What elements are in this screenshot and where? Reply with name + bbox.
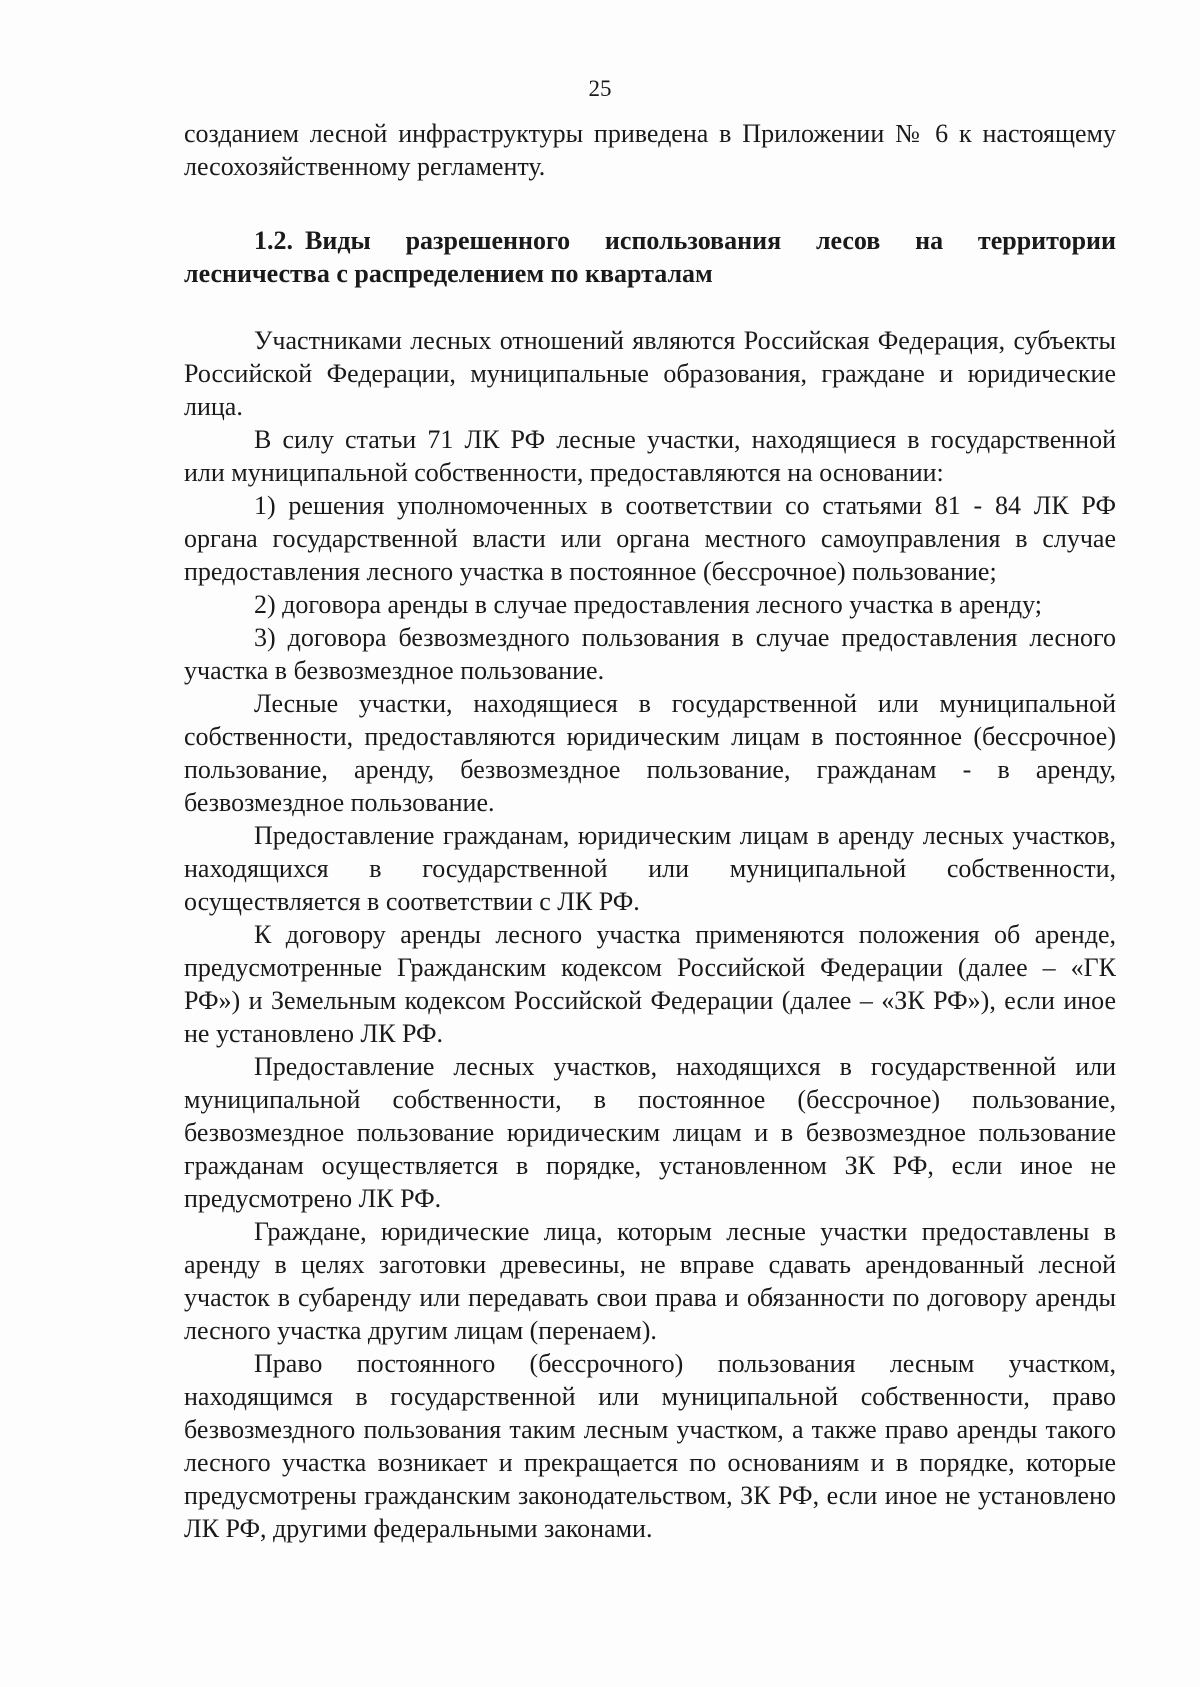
paragraph: В силу статьи 71 ЛК РФ лесные участки, находящиеся в государственной или муниципальной собственности, предоставляются на основании: xyxy=(184,425,1116,487)
page-content xyxy=(184,117,1116,1545)
section-title: Виды разрешенного использования лесов на территории лесничества с распределением по кварталам xyxy=(184,226,1116,288)
paragraph: Участниками лесных отношений являются Российская Федерация, субъекты Российской Федерации, муниципальные образования, граждане и юридические лица. xyxy=(184,326,1116,421)
paragraph: 1) решения уполномоченных в соответствии со статьями 81 - 84 ЛК РФ органа государственной власти или органа местного самоуправления в случае предоставления лесного участка в постоянное (бессрочное) пользование; xyxy=(184,491,1116,586)
paragraph: 2) договора аренды в случае предоставления лесного участка в аренду; xyxy=(254,590,1042,619)
paragraph: Право постоянного (бессрочного) пользования лесным участком, находящимся в государственной или муниципальной собственности, право безвозмездного пользования таким лесным участком, а также право аренды такого лесного участка возникает и прекращается по основаниям и в порядке, которые предусмотрены гражданским законодательством, ЗК РФ, если иное не установлено ЛК РФ, другими федеральными законами. xyxy=(184,1349,1116,1543)
page-number: 25 xyxy=(588,76,612,101)
section-number: 1.2. xyxy=(254,226,293,255)
paragraph: К договору аренды лесного участка применяются положения об аренде, предусмотренные Гражданским кодексом Российской Федерации (далее – «ГК РФ») и Земельным кодексом Российской Федерации (далее – «ЗК РФ»), если иное не установлено ЛК РФ. xyxy=(184,920,1116,1048)
paragraph: Предоставление гражданам, юридическим лицам в аренду лесных участков, находящихся в государственной или муниципальной собственности, осуществляется в соответствии с ЛК РФ. xyxy=(184,821,1116,916)
section-heading xyxy=(184,224,1116,290)
intro-paragraph: созданием лесной инфраструктуры приведена в Приложении № 6 к настоящему лесохозяйственному регламенту. xyxy=(184,119,1116,181)
paragraph: 3) договора безвозмездного пользования в случае предоставления лесного участка в безвозмездное пользование. xyxy=(184,623,1116,685)
paragraph: Граждане, юридические лица, которым лесные участки предоставлены в аренду в целях заготовки древесины, не вправе сдавать арендованный лесной участок в субаренду или передавать свои права и обязанности по договору аренды лесного участка другим лицам (перенаем). xyxy=(184,1217,1116,1345)
paragraph: Лесные участки, находящиеся в государственной или муниципальной собственности, предоставляются юридическим лицам в постоянное (бессрочное) пользование, аренду, безвозмездное пользование, гражданам - в аренду, безвозмездное пользование. xyxy=(184,689,1116,817)
paragraph: Предоставление лесных участков, находящихся в государственной или муниципальной собственности, в постоянное (бессрочное) пользование, безвозмездное пользование юридическим лицам и в безвозмездное пользование гражданам осуществляется в порядке, установленном ЗК РФ, если иное не предусмотрено ЛК РФ. xyxy=(184,1052,1116,1213)
